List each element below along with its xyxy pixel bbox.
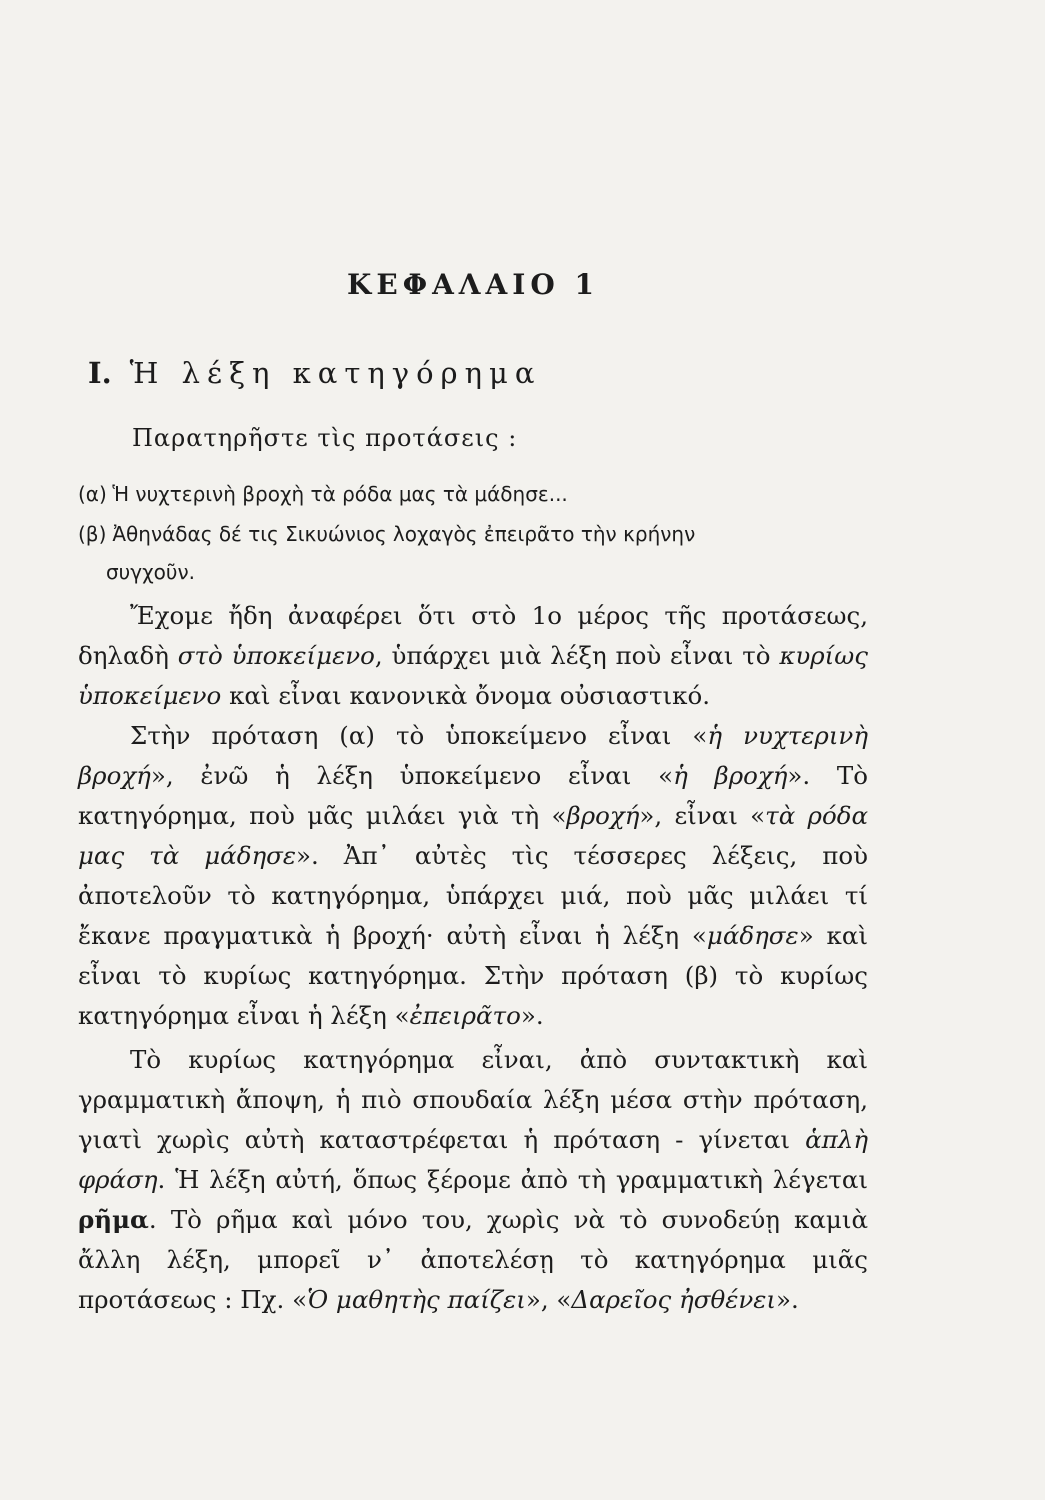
- italic-term: Ὁ μαθητὴς παίζει: [307, 1285, 526, 1314]
- example-a: [78, 475, 868, 513]
- text-run: ».: [776, 1285, 799, 1314]
- text-run: ». Τὸ κατηγόρημα, ποὺ μᾶς μιλάει γιὰ τὴ «: [78, 761, 868, 830]
- text-run: Τὸ κυρίως κατηγόρημα εἶναι, ἀπὸ συντακτικὴ καὶ γραμματικὴ ἄποψη, ἡ πιὸ σπουδαία λέξη μέσα στὴν πρόταση, γιατὶ χωρὶς αὐτὴ καταστρέφεται ἡ πρόταση - γίνεται: [78, 1045, 868, 1154]
- italic-term: ἐπειρᾶτο: [409, 1001, 521, 1030]
- italic-term: ἡ βροχή: [673, 761, 788, 790]
- text-run: », «: [525, 1285, 572, 1314]
- example-b: [78, 515, 868, 591]
- text-run: . Ἡ λέξη αὐτή, ὅπως ξέρομε ἀπὸ τὴ γραμματικὴ λέγεται: [157, 1165, 868, 1194]
- italic-term: τὰ ρόδα μας τὰ μάδησε: [78, 801, 868, 870]
- lead-in-text: Παρατηρῆστε τὶς προτάσεις :: [132, 424, 518, 452]
- paragraph-1: [78, 596, 868, 1036]
- italic-term: Δαρεῖος ἠσθένει: [571, 1285, 777, 1314]
- text-run: καὶ εἶναι κανονικὰ ὄνομα οὐσιαστικό.: [221, 681, 711, 710]
- section-title-text: Ἡ λέξη κατηγόρημα: [129, 356, 542, 390]
- italic-term: ἁπλὴ φράση: [78, 1125, 868, 1194]
- text-run: » καὶ εἶναι τὸ κυρίως κατηγόρημα. Στὴν πρόταση (β) τὸ κυρίως κατηγόρημα εἶναι ἡ λέξη «: [78, 921, 868, 1030]
- example-text: Ἡ νυχτερινὴ βροχὴ τὰ ρόδα μας τὰ μάδησε...: [112, 482, 568, 506]
- italic-term: ἡ νυχτερινὴ βροχή: [78, 721, 868, 790]
- example-text-continuation: συγχοῦν.: [106, 560, 195, 584]
- bold-term: ρῆμα: [78, 1205, 149, 1234]
- text-run: », ἐνῶ ἡ λέξη ὑποκείμενο εἶναι «: [150, 761, 674, 790]
- text-run: , ὑπάρχει μιὰ λέξη ποὺ εἶναι τὸ: [374, 641, 780, 670]
- text-run: Στὴν πρόταση (α) τὸ ὑποκείμενο εἶναι «: [130, 721, 708, 750]
- text-run: », εἶναι «: [639, 801, 766, 830]
- text-run: ». Ἀπ᾽ αὐτὲς τὶς τέσσερες λέξεις, ποὺ ἀποτελοῦν τὸ κατηγόρημα, ὑπάρχει μιά, ποὺ μᾶς μιλάει τί ἔκανε πραγματικὰ ἡ βροχή· αὐτὴ εἶναι ἡ λέξη «: [78, 841, 868, 950]
- paragraph-2: [78, 1040, 868, 1320]
- example-label: (α): [78, 482, 107, 506]
- example-label: (β): [78, 522, 107, 546]
- italic-term: στὸ ὑποκείμενο: [177, 641, 375, 670]
- chapter-heading: ΚΕΦΑΛΑΙΟ 1: [347, 268, 599, 301]
- italic-term: κυρίως ὑποκείμενο: [78, 641, 868, 710]
- example-text: Ἀθηνάδας δέ τις Σικυώνιος λοχαγὸς ἐπειρᾶτο τὴν κρήνην: [112, 522, 696, 546]
- italic-term: μάδησε: [706, 921, 799, 950]
- text-run: Ἔχομε ἤδη ἀναφέρει ὅτι στὸ 1ο μέρος τῆς προτάσεως, δηλαδὴ: [78, 601, 868, 670]
- section-title: [88, 356, 541, 390]
- italic-term: βροχή: [566, 801, 640, 830]
- text-run: ».: [520, 1001, 544, 1030]
- section-number: I.: [88, 356, 112, 390]
- text-run: . Τὸ ρῆμα καὶ μόνο του, χωρὶς νὰ τὸ συνοδεύῃ καμιὰ ἄλλη λέξη, μπορεῖ ν᾽ ἀποτελέσῃ τὸ κατηγόρημα μιᾶς προτάσεως : Πχ. «: [78, 1205, 868, 1314]
